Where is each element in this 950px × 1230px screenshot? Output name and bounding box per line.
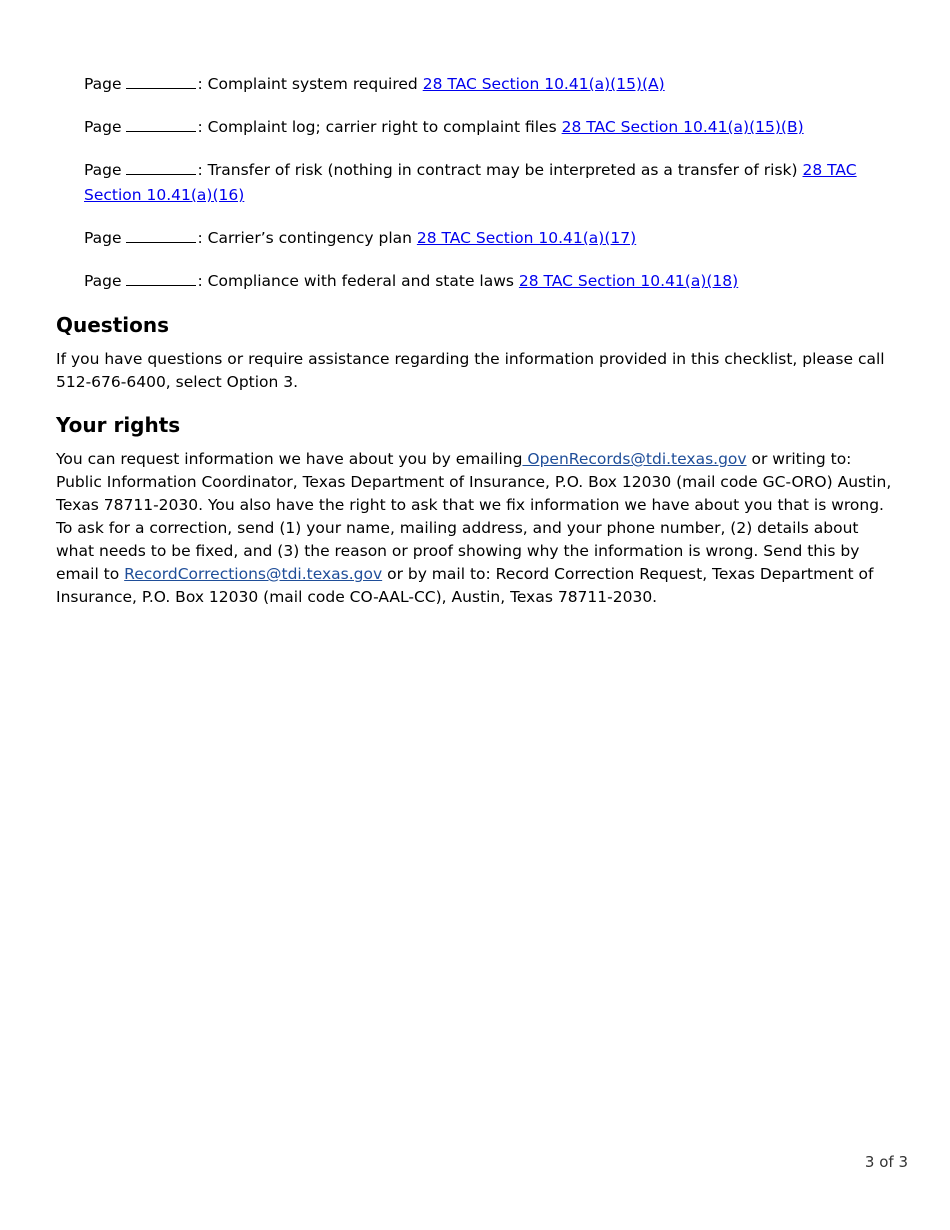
tac-reference-link[interactable]: 28 TAC Section 10.41(a)(15)(A) xyxy=(422,75,665,93)
page-blank-field[interactable] xyxy=(126,117,196,132)
tac-reference-link[interactable]: 28 TAC Section 10.41(a)(16) xyxy=(84,161,857,204)
record-corrections-email-link[interactable]: RecordCorrections@tdi.texas.gov xyxy=(124,565,383,583)
item-text: : Carrier’s contingency plan xyxy=(197,229,417,247)
checklist-items xyxy=(84,72,896,294)
item-prefix: Page xyxy=(84,272,122,290)
rights-heading: Your rights xyxy=(56,413,181,437)
tac-reference-link[interactable]: 28 TAC Section 10.41(a)(15)(B) xyxy=(561,118,804,136)
item-prefix: Page xyxy=(84,229,122,247)
item-prefix: Page xyxy=(84,75,122,93)
item-prefix: Page xyxy=(84,161,122,179)
rights-text-part: or by mail to: Record Correction Request, Texas Department of Insurance, P.O. Box 12030 (mail code CO-AAL-CC), Austin, Texas 78711-2030. xyxy=(56,565,874,606)
checklist-item xyxy=(84,115,896,140)
item-text: : Complaint system required xyxy=(197,75,423,93)
checklist-item xyxy=(84,158,896,208)
open-records-email-link[interactable]: OpenRecords@tdi.texas.gov xyxy=(522,450,747,468)
rights-body xyxy=(56,448,896,609)
item-text: : Compliance with federal and state laws xyxy=(197,272,519,290)
page-number: 3 of 3 xyxy=(864,1153,908,1171)
document-page xyxy=(56,72,896,627)
rights-text-part: or writing to: Public Information Coordinator, Texas Department of Insurance, P.O. Box 12030 (mail code GC-ORO) Austin, Texas 78711-2030. You also have the right to ask that we fix information we have about you that is wrong. To ask for a correction, send (1) your name, mailing address, and your phone number, (2) details about what needs to be fixed, and (3) the reason or proof showing why the information is wrong. Send this by email to xyxy=(56,450,892,583)
questions-heading: Questions xyxy=(56,313,170,337)
page-blank-field[interactable] xyxy=(126,160,196,175)
questions-body: If you have questions or require assistance regarding the information provided in this checklist, please call 512-676-6400, select Option 3. xyxy=(56,350,885,391)
page-blank-field[interactable] xyxy=(126,74,196,89)
page-blank-field[interactable] xyxy=(126,228,196,243)
checklist-item xyxy=(84,269,896,294)
checklist-item xyxy=(84,226,896,251)
questions-section xyxy=(56,312,896,394)
item-prefix: Page xyxy=(84,118,122,136)
rights-text-part: You can request information we have about you by emailing xyxy=(56,450,523,468)
page-blank-field[interactable] xyxy=(126,271,196,286)
tac-reference-link[interactable]: 28 TAC Section 10.41(a)(17) xyxy=(416,229,637,247)
item-text: : Transfer of risk (nothing in contract may be interpreted as a transfer of risk) xyxy=(197,161,803,179)
item-text: : Complaint log; carrier right to complaint files xyxy=(197,118,562,136)
tac-reference-link[interactable]: 28 TAC Section 10.41(a)(18) xyxy=(518,272,739,290)
rights-section xyxy=(56,412,896,609)
checklist-item xyxy=(84,72,896,97)
